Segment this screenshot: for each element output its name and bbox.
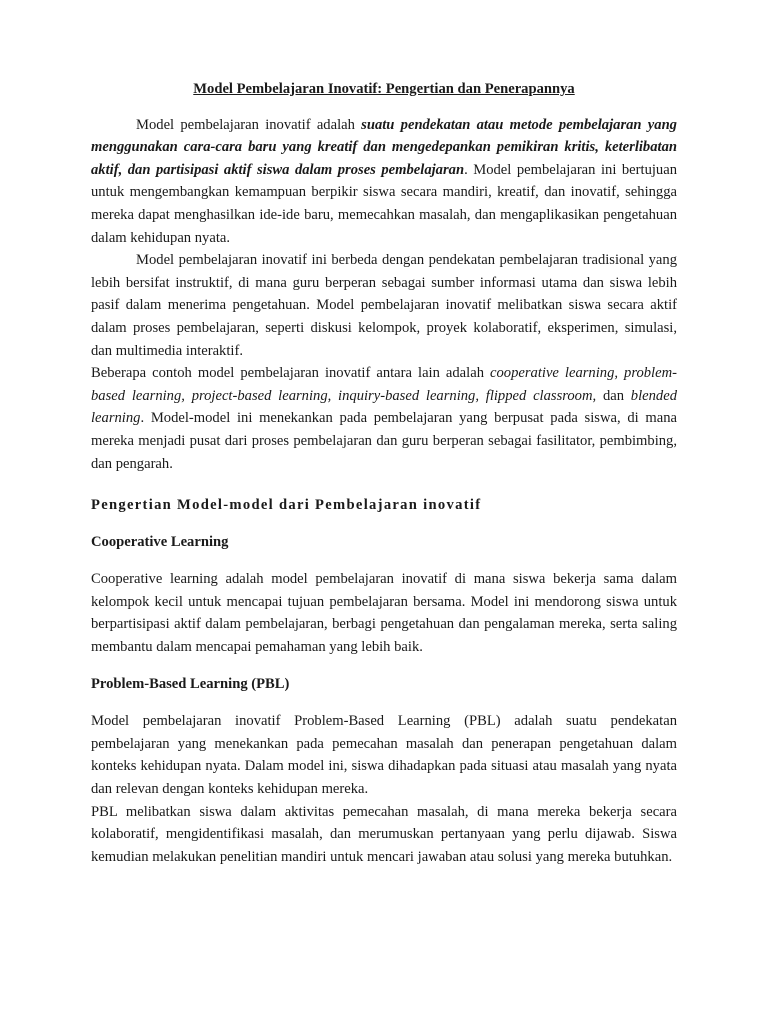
pbl-heading: Problem-Based Learning (PBL): [91, 675, 290, 692]
intro-p1-definition: suatu pendekatan atau metode pembelajaran yang menggunakan cara-cara baru yang kreatif dan mengedepankan pemikiran kritis, keterlibatan aktif, dan partisipasi aktif siswa dalam proses pembelajaran: [91, 116, 677, 178]
intro-p3-text-a: Beberapa contoh model pembelajaran inovatif antara lain adalah: [91, 365, 491, 382]
section-heading: Pengertian Model-model dari Pembelajaran inovatif: [91, 497, 482, 514]
intro-p1-text-a: Model pembelajaran inovatif adalah: [136, 116, 362, 133]
pbl-body-1: Model pembelajaran inovatif Problem-Based Learning (PBL) adalah suatu pendekatan pembelajaran yang menekankan pada pemecahan masalah dan penerapan pengetahuan dalam konteks kehidupan nyata. Dalam model ini, siswa dihadapkan pada situasi atau masalah yang nyata dan relevan dengan konteks kehidupan mereka.: [91, 713, 677, 798]
intro-p3-blended: blended learning: [91, 387, 677, 427]
intro-p3-text-e: . Model-model ini menekankan pada pembelajaran yang berpusat pada siswa, di mana mereka menjadi pusat dari proses pembelajaran dan guru berperan sebagai fasilitator, pembimbing, dan pengarah.: [91, 410, 677, 472]
intro-paragraph-3: [91, 362, 677, 475]
intro-paragraph-2: Model pembelajaran inovatif ini berbeda dengan pendekatan pembelajaran tradisional yang lebih bersifat instruktif, di mana guru berperan sebagai sumber informasi utama dan siswa lebih pasif dalam menerima pengetahuan. Model pembelajaran inovatif melibatkan siswa secara aktif dalam proses pembelajaran, seperti diskusi kelompok, proyek kolaboratif, eksperimen, simulasi, dan multimedia interaktif.: [91, 252, 677, 359]
intro-p1-text-c: . Model pembelajaran ini bertujuan untuk mengembangkan kemampuan berpikir siswa secara mandiri, kreatif, dan inovatif, sehingga mereka dapat menghasilkan ide-ide baru, memecahkan masalah, dan mengaplikasikan pengetahuan dalam kehidupan nyata.: [91, 161, 677, 246]
pbl-body-2: PBL melibatkan siswa dalam aktivitas pemecahan masalah, di mana mereka bekerja secara kolaboratif, mengidentifikasi masalah, dan merumuskan pertanyaan yang perlu dijawab. Siswa kemudian melakukan penelitian mandiri untuk mencari jawaban atau solusi yang mereka butuhkan.: [91, 803, 677, 865]
cooperative-heading: Cooperative Learning: [91, 533, 229, 550]
intro-p3-text-c: dan: [596, 387, 631, 404]
intro-paragraph-1: [91, 114, 677, 250]
cooperative-body: Cooperative learning adalah model pembelajaran inovatif di mana siswa bekerja sama dalam kelompok kecil untuk mencapai tujuan pembelajaran bersama. Model ini mendorong siswa untuk berpartisipasi aktif dalam pembelajaran, berbagi pengetahuan dan pengalaman mereka, serta saling membantu dalam mencapai pemahaman yang lebih baik.: [91, 571, 677, 656]
intro-p3-model-list: cooperative learning, problem-based learning, project-based learning, inquiry-based learning, flipped classroom,: [91, 365, 677, 404]
document-title: Model Pembelajaran Inovatif: Pengertian dan Penerapannya: [193, 81, 575, 97]
